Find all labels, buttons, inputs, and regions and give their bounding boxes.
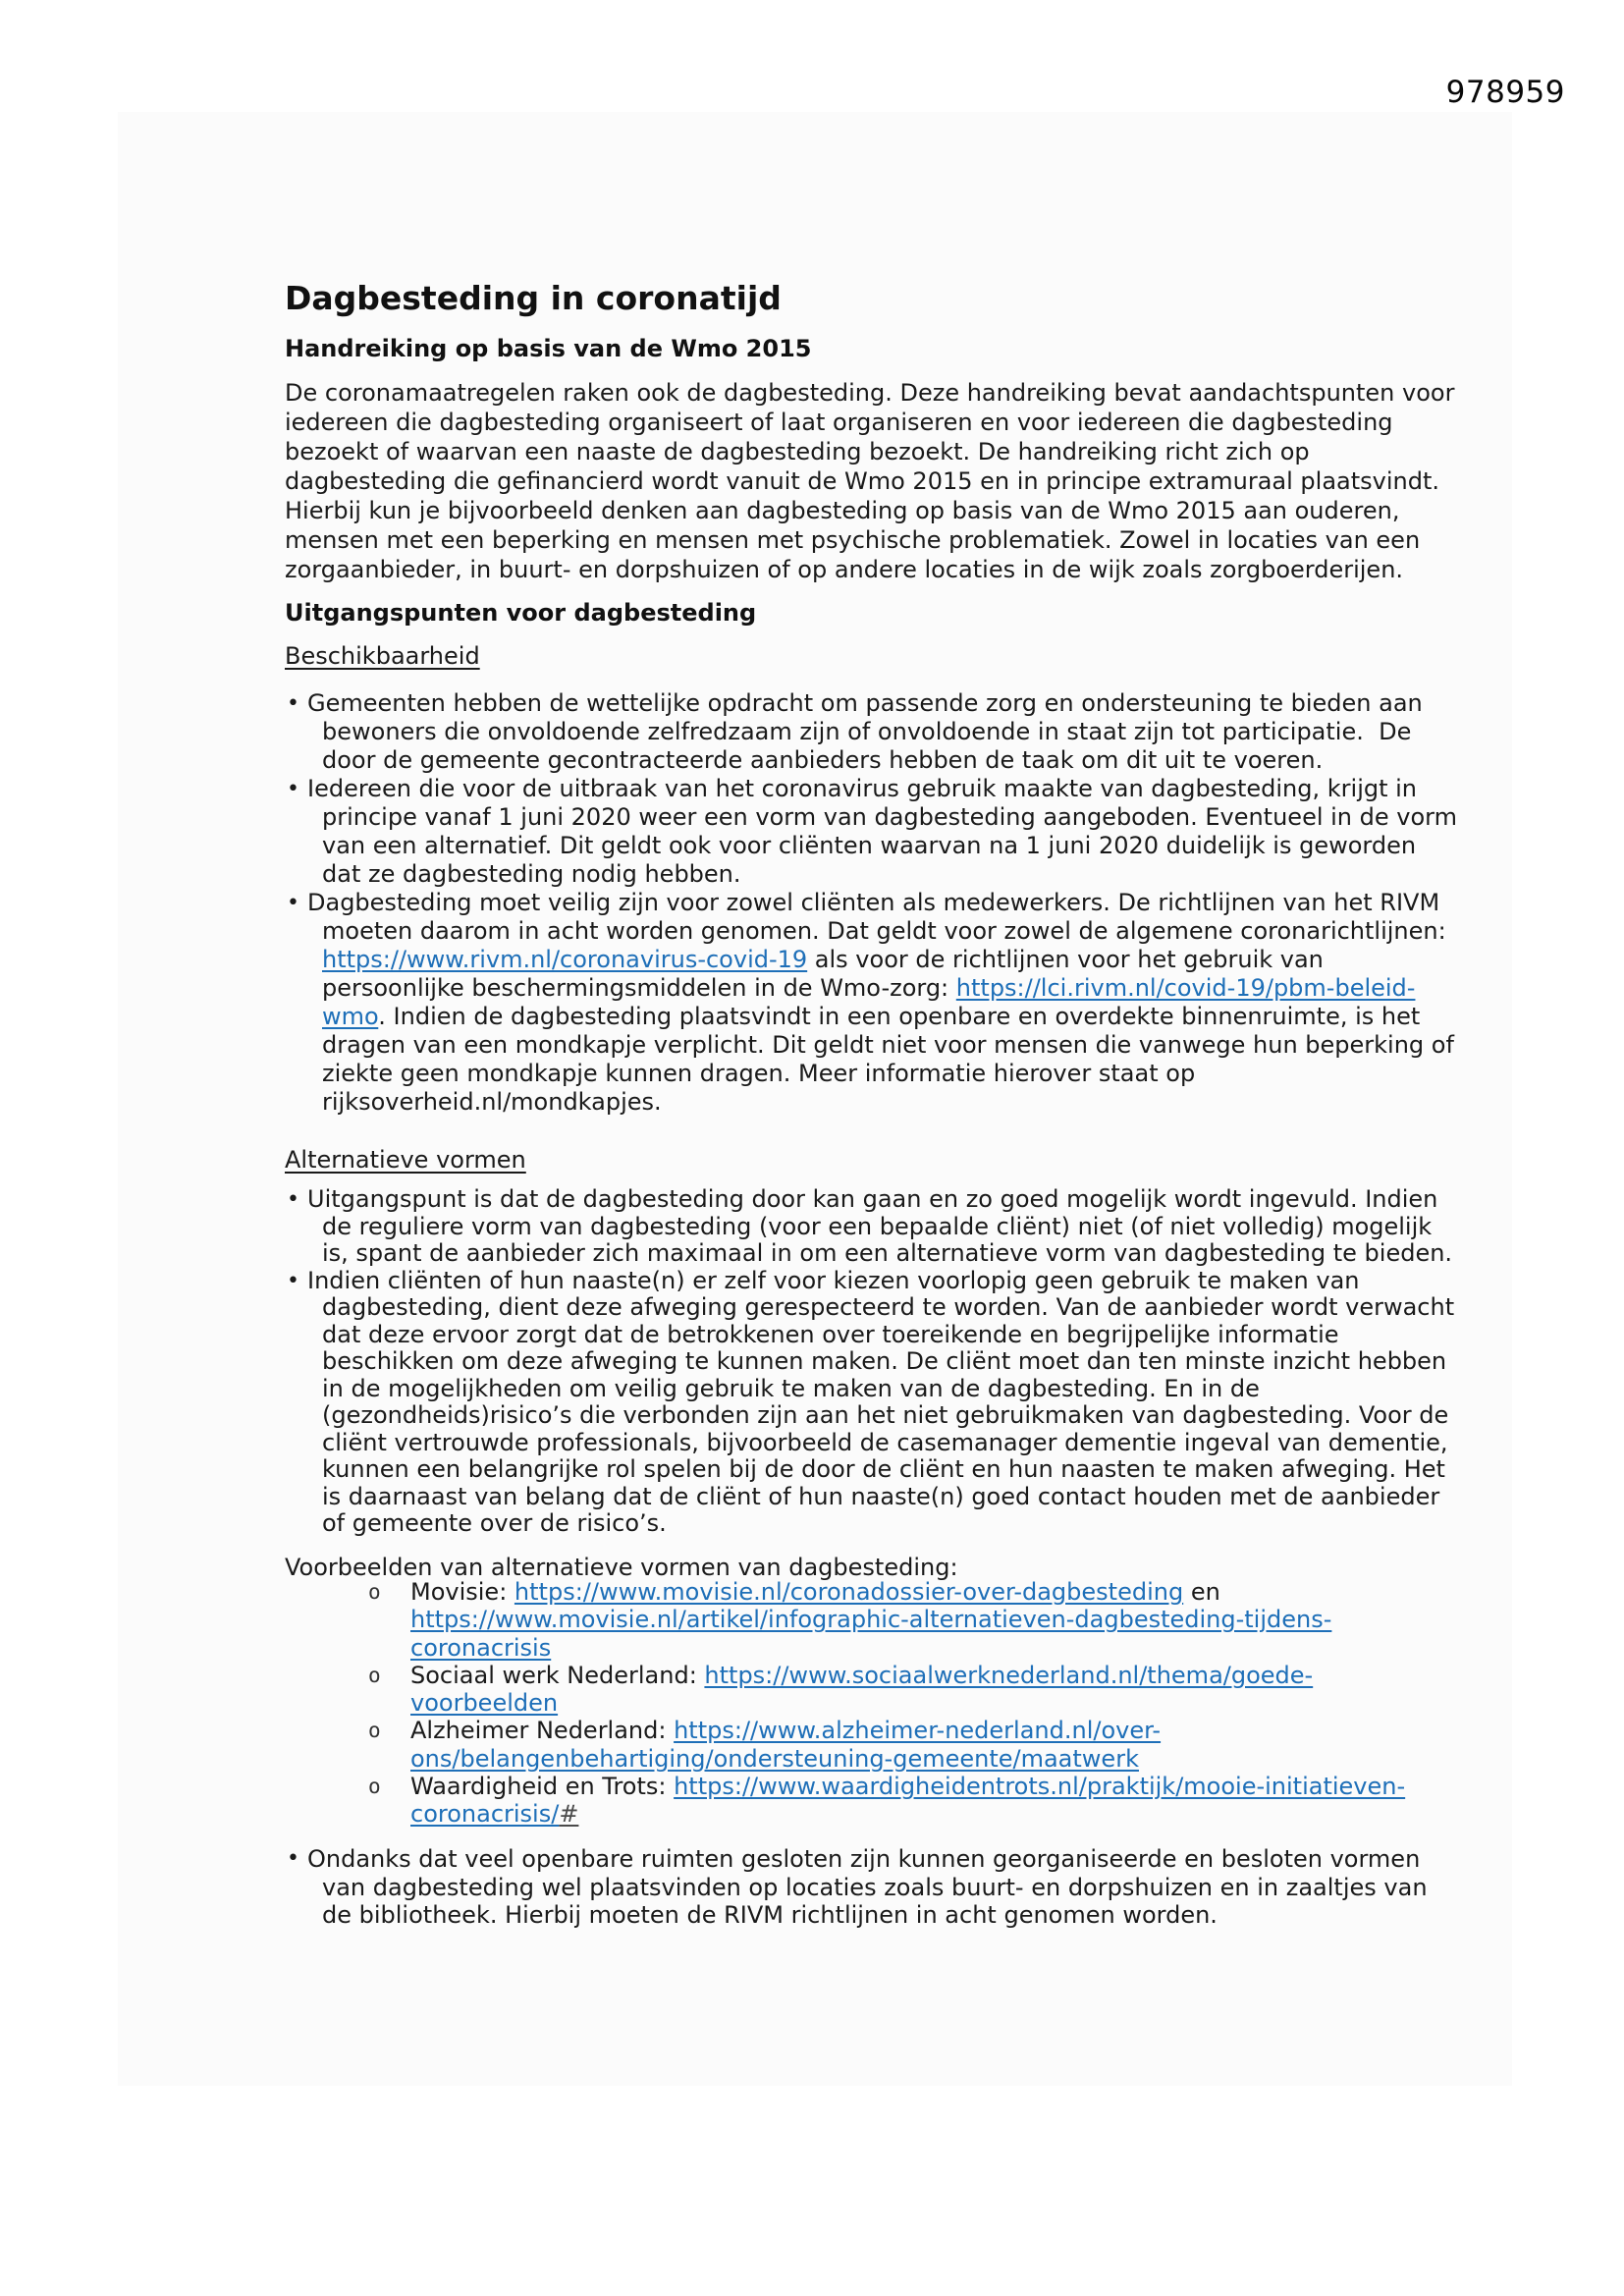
text-line — [307, 689, 1423, 718]
text-line — [285, 496, 1400, 525]
list-item — [285, 1717, 1394, 1773]
text-run: Hierbij kun je bijvoorbeeld denken aan dagbesteding op basis van de Wmo 2015 aan ouderen, — [285, 497, 1400, 524]
list-item — [285, 1662, 1394, 1718]
text-line — [307, 1845, 1421, 1874]
bullet-marker: • — [287, 1187, 299, 1212]
list-item — [285, 1773, 1406, 1829]
text-line — [285, 378, 1455, 408]
text-line — [322, 832, 1417, 860]
text-run: bezoekt of waarvan een naaste de dagbesteding bezoekt. De handreiking richt zich op — [285, 438, 1310, 465]
hyperlink[interactable]: wmo — [322, 1003, 379, 1030]
text-run: iedereen die dagbesteding organiseert of laat organiseren en voor iedereen die dagbesteding — [285, 409, 1393, 436]
text-line — [307, 889, 1440, 917]
text-run: ziekte geen mondkapje kunnen dragen. Meer informatie hierover staat op — [322, 1060, 1196, 1087]
text-run: Gemeenten hebben de wettelijke opdracht om passende zorg en ondersteuning te bieden aan — [307, 689, 1423, 717]
text-line — [322, 718, 1412, 746]
text-line — [322, 803, 1457, 832]
text-line — [410, 1773, 1406, 1801]
circle-marker: o — [368, 1580, 381, 1604]
hyperlink[interactable]: https://www.sociaalwerknederland.nl/thema/goede- — [704, 1661, 1314, 1689]
text-run: de reguliere vorm van dagbesteding (voor een bepaalde cliënt) niet (of niet volledig) mogelijk — [322, 1212, 1433, 1240]
text-run: kunnen een belangrijke rol spelen bij de door de cliënt en hun naasten te maken afweging. Het — [322, 1455, 1445, 1483]
text-run: persoonlijke beschermingsmiddelen in de Wmo-zorg: — [322, 974, 956, 1002]
text-run: . Indien de dagbesteding plaatsvindt in een openbare en overdekte binnenruimte, is het — [378, 1003, 1421, 1030]
text-line — [322, 1293, 1455, 1322]
text-run: Dagbesteding moet veilig zijn voor zowel cliënten als medewerkers. De richtlijnen van het RIVM — [307, 889, 1440, 916]
text-run: dagbesteding, dient deze afweging gerespecteerd te worden. Van de aanbieder wordt verwacht — [322, 1293, 1455, 1321]
text-run: bewoners die onvoldoende zelfredzaam zijn of onvoldoende in staat zijn tot participatie. De — [322, 718, 1412, 745]
heading-alternatieve-vormen: Alternatieve vormen — [285, 1146, 526, 1174]
intro-paragraph — [285, 378, 1455, 584]
availability-list — [285, 689, 1457, 1117]
text-run: dagbesteding die gefinancierd wordt vanuit de Wmo 2015 en in principe extramuraal plaatsvindt. — [285, 467, 1440, 495]
heading-uitgangspunten: Uitgangspunten voor dagbesteding — [285, 599, 757, 627]
bullet-marker: • — [287, 891, 299, 915]
text-line — [322, 1401, 1449, 1430]
text-run: Sociaal werk Nederland: — [410, 1661, 705, 1689]
hyperlink[interactable]: https://www.alzheimer-nederland.nl/over- — [674, 1717, 1162, 1745]
text-line — [322, 1428, 1448, 1457]
list-item — [285, 1266, 1455, 1538]
text-run: van een alternatief. Dit geldt ook voor cliënten waarvan na 1 juni 2020 duidelijk is geworden — [322, 832, 1417, 859]
list-item — [285, 775, 1457, 889]
closing-list — [285, 1845, 1428, 1930]
text-line — [322, 1322, 1394, 1349]
bullet-marker: • — [287, 691, 299, 716]
circle-marker: o — [368, 1775, 381, 1799]
document-subtitle: Handreiking op basis van de Wmo 2015 — [285, 335, 812, 362]
text-line — [285, 555, 1404, 584]
text-line — [322, 860, 1394, 889]
text-line — [322, 1482, 1440, 1511]
text-line — [285, 525, 1421, 555]
text-run: door de gemeente gecontracteerde aanbieders hebben de taak om dit uit te voeren. — [322, 746, 1324, 774]
list-item — [285, 1578, 1394, 1662]
text-line — [410, 1800, 1394, 1828]
text-line — [322, 1455, 1445, 1484]
text-line — [322, 1873, 1428, 1902]
text-line — [410, 1717, 1394, 1744]
text-line — [285, 466, 1440, 496]
circle-marker: o — [368, 1719, 381, 1743]
text-line — [322, 917, 1446, 946]
text-line — [410, 1662, 1394, 1689]
text-run: mensen met een beperking en mensen met psychische problematiek. Zowel in locaties van een — [285, 526, 1421, 554]
text-line — [322, 1347, 1447, 1376]
bullet-marker: • — [287, 1846, 299, 1871]
bullet-marker: • — [287, 777, 299, 801]
text-run: Waardigheid en Trots: — [410, 1773, 675, 1801]
hyperlink[interactable]: coronacrisis/ — [410, 1800, 560, 1829]
text-line — [285, 408, 1394, 437]
text-run: van dagbesteding wel plaatsvinden op locaties zoals buurt- en dorpshuizen en in zaaltjes van — [322, 1873, 1428, 1901]
text-line — [410, 1578, 1394, 1606]
text-line — [307, 775, 1418, 803]
text-line — [322, 974, 1416, 1003]
text-run: moeten daarom in acht worden genomen. Dat geldt voor zowel de algemene coronarichtlijnen: — [322, 917, 1446, 945]
text-run: als voor de richtlijnen voor het gebruik van — [807, 946, 1324, 973]
text-line — [322, 1088, 1394, 1117]
text-run: principe vanaf 1 juni 2020 weer een vorm van dagbesteding aangeboden. Eventueel in de vorm — [322, 803, 1457, 831]
document-title: Dagbesteding in coronatijd — [285, 279, 782, 317]
text-run: of gemeente over de risico’s. — [322, 1509, 667, 1537]
hyperlink[interactable]: https://lci.rivm.nl/covid-19/pbm-beleid- — [955, 974, 1416, 1002]
text-line — [322, 1212, 1433, 1241]
circle-marker: o — [368, 1663, 381, 1687]
text-line — [410, 1745, 1394, 1773]
hyperlink[interactable]: https://www.rivm.nl/coronavirus-covid-19 — [322, 946, 808, 973]
text-run: beschikken om deze afweging te kunnen maken. De cliënt moet dan ten minste inzicht hebben — [322, 1347, 1447, 1375]
text-run: # — [559, 1800, 579, 1829]
text-run: dat deze ervoor zorgt dat de betrokkenen over toereikende en begrijpelijke informatie — [322, 1320, 1339, 1348]
text-run: Iedereen die voor de uitbraak van het coronavirus gebruik maakte van dagbesteding, krijgt in — [307, 775, 1418, 802]
list-item — [285, 1185, 1453, 1268]
text-line — [410, 1606, 1394, 1633]
text-run: (gezondheids)risico’s die verbonden zijn aan het niet gebruikmaken van dagbesteding. Voor de — [322, 1401, 1449, 1429]
hyperlink[interactable]: coronacrisis — [410, 1633, 552, 1662]
text-line — [307, 1185, 1438, 1214]
text-line — [307, 1268, 1394, 1295]
text-line — [322, 1510, 1394, 1538]
alternatives-list — [285, 1185, 1455, 1538]
text-line — [322, 1901, 1394, 1930]
bullet-marker: • — [287, 1268, 299, 1293]
text-run: dat ze dagbesteding nodig hebben. — [322, 860, 741, 888]
text-run: de bibliotheek. Hierbij moeten de RIVM richtlijnen in acht genomen worden. — [322, 1901, 1218, 1929]
text-run: Uitgangspunt is dat de dagbesteding door kan gaan en zo goed mogelijk wordt ingevuld. Indien — [307, 1185, 1438, 1213]
text-line — [322, 1060, 1394, 1088]
text-run: cliënt vertrouwde professionals, bijvoorbeeld de casemanager dementie ingeval van dementie, — [322, 1428, 1448, 1456]
document-body — [285, 0, 1457, 2296]
hyperlink[interactable]: voorbeelden — [410, 1689, 559, 1718]
hyperlink[interactable]: https://www.movisie.nl/coronadossier-over-dagbesteding — [514, 1578, 1184, 1606]
heading-beschikbaarheid: Beschikbaarheid — [285, 642, 480, 670]
text-line — [410, 1689, 1394, 1717]
text-run: is daarnaast van belang dat de cliënt of hun naaste(n) goed contact houden met de aanbieder — [322, 1482, 1440, 1510]
text-line — [322, 1003, 1421, 1031]
list-item — [285, 689, 1423, 775]
text-line — [322, 1239, 1453, 1268]
text-line — [322, 1031, 1454, 1060]
text-run: Indien cliënten of hun naaste(n) er zelf voor kiezen voorlopig geen gebruik te maken van — [307, 1266, 1360, 1294]
text-run: Movisie: — [410, 1578, 514, 1606]
hyperlink[interactable]: ons/belangenbehartiging/ondersteuning-gemeente/maatwerk — [410, 1744, 1139, 1773]
text-run: en — [1183, 1578, 1220, 1606]
text-run: Voorbeelden van alternatieve vormen van dagbesteding: — [285, 1554, 958, 1581]
hyperlink[interactable]: https://www.movisie.nl/artikel/infographic-alternatieven-dagbesteding-tijdens- — [410, 1606, 1332, 1634]
text-run: Alzheimer Nederland: — [410, 1717, 675, 1745]
text-run: zorgaanbieder, in buurt- en dorpshuizen of op andere locaties in de wijk zoals zorgboerderijen. — [285, 556, 1404, 583]
text-run: rijksoverheid.nl/mondkapjes. — [322, 1088, 662, 1116]
list-item — [285, 1845, 1428, 1930]
text-line — [285, 437, 1394, 466]
hyperlink[interactable]: https://www.waardigheidentrots.nl/praktijk/mooie-initiatieven- — [674, 1773, 1406, 1801]
text-line — [322, 1376, 1394, 1403]
text-run: in de mogelijkheden om veilig gebruik te maken van de dagbesteding. En in de — [322, 1374, 1260, 1402]
text-line — [322, 946, 1394, 974]
text-run: is, spant de aanbieder zich maximaal in om een alternatieve vorm van dagbesteding te bieden. — [322, 1239, 1453, 1267]
examples-link-list — [285, 1578, 1406, 1829]
text-run: dragen van een mondkapje verplicht. Dit geldt niet voor mensen die vanwege hun beperking of — [322, 1031, 1454, 1059]
page-number: 978959 — [1445, 75, 1565, 110]
list-item — [285, 889, 1454, 1117]
text-line — [322, 746, 1394, 775]
text-run: De coronamaatregelen raken ook de dagbesteding. Deze handreiking bevat aandachtspunten voor — [285, 379, 1455, 407]
text-line — [410, 1634, 1394, 1662]
text-run: Ondanks dat veel openbare ruimten gesloten zijn kunnen georganiseerde en besloten vormen — [307, 1845, 1421, 1873]
